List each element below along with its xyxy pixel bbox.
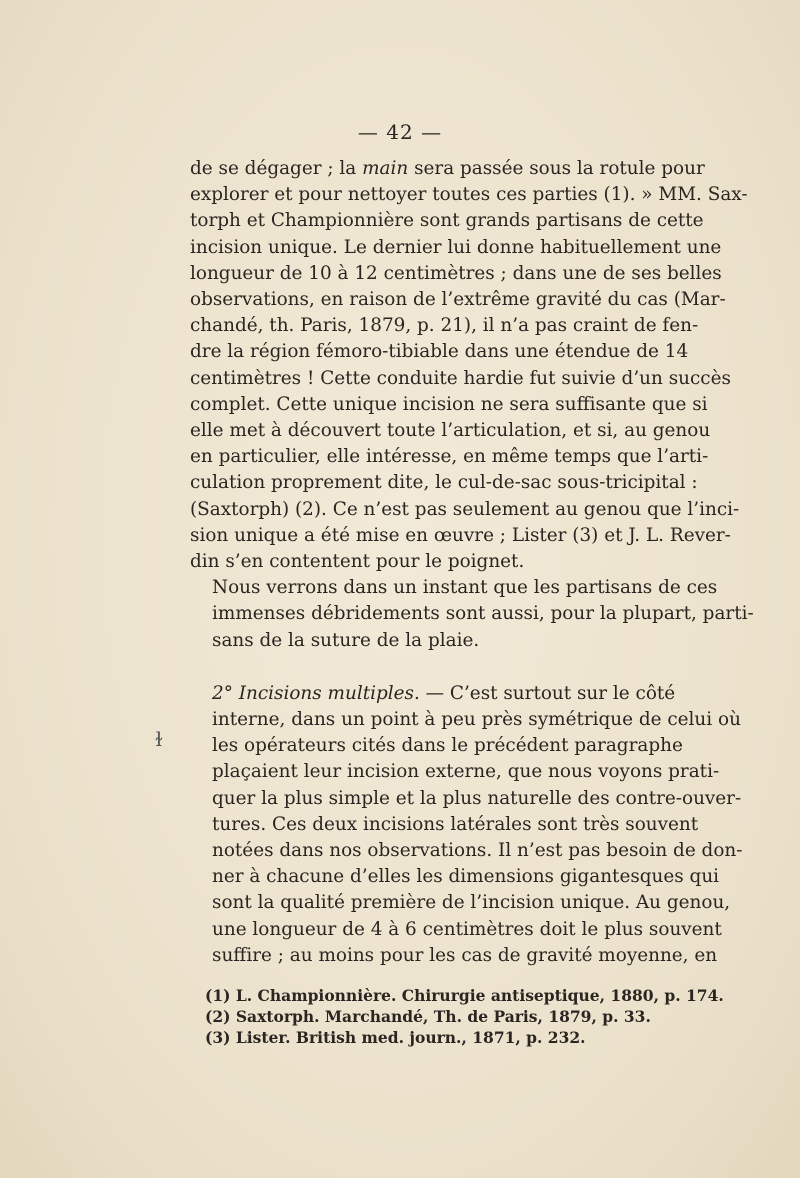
section-heading: 2° Incisions multiples. (212, 682, 420, 704)
body-text (190, 156, 754, 969)
text-line: longueur de 10 à 12 centimètres ; dans une de ses belles (190, 262, 722, 284)
text-line: interne, dans un point à peu près symétrique de celui où (212, 709, 741, 731)
page-number: — 42 — (357, 120, 443, 144)
text-line: tures. Ces deux incisions latérales sont très souvent (212, 813, 699, 835)
text-line: sion unique a été mise en œuvre ; Lister (3) et J. L. Rever- (190, 524, 731, 546)
margin-annotation: ɫ (155, 727, 163, 751)
footnote-3: (3) Lister. British med. journ., 1871, p. 232. (205, 1028, 586, 1047)
text-line: notées dans nos observations. Il n’est pas besoin de don- (212, 840, 743, 862)
text-line: torph et Championnière sont grands partisans de cette (190, 210, 704, 232)
text-line: sans de la suture de la plaie. (212, 629, 480, 651)
text-line: elle met à découvert toute l’articulation, et si, au genou (190, 420, 711, 442)
text-line: immenses débridements sont aussi, pour la plupart, parti- (212, 603, 754, 625)
text-line: complet. Cette unique incision ne sera suffisante que si (190, 393, 708, 415)
text-line: quer la plus simple et la plus naturelle des contre-ouver- (212, 787, 742, 809)
text-line: din s’en contentent pour le poignet. (190, 551, 525, 573)
text-line: de se dégager ; la main sera passée sous la rotule pour (190, 158, 705, 179)
text-line: incision unique. Le dernier lui donne habituellement une (190, 236, 722, 258)
text-line: Nous verrons dans un instant que les partisans de ces (212, 577, 718, 599)
text-line: centimètres ! Cette conduite hardie fut suivie d’un succès (190, 367, 731, 389)
paragraph-2 (190, 575, 754, 654)
text-line: en particulier, elle intéresse, en même temps que l’arti- (190, 446, 709, 468)
text-line: (Saxtorph) (2). Ce n’est pas seulement au genou que l’inci- (190, 498, 740, 520)
paragraph-1 (190, 156, 748, 575)
text-line: culation proprement dite, le cul-de-sac sous-tricipital : (190, 472, 698, 494)
text-line: plaçaient leur incision externe, que nous voyons prati- (212, 761, 720, 783)
text-line: ner à chacune d’elles les dimensions gigantesques qui (212, 866, 720, 888)
footnote-1: (1) L. Championnière. Chirurgie antiseptique, 1880, p. 174. (205, 986, 724, 1005)
paragraph-3 (190, 681, 743, 969)
paragraph-heading-line (190, 681, 676, 707)
text-line: les opérateurs cités dans le précédent paragraphe (212, 735, 683, 757)
text-line: suffire ; au moins pour les cas de gravité moyenne, en (212, 944, 718, 966)
text-line: sont la qualité première de l’incision unique. Au genou, (212, 892, 731, 914)
text-line: une longueur de 4 à 6 centimètres doit le plus souvent (212, 918, 722, 940)
text-line: dre la région fémoro-tibiable dans une étendue de 14 (190, 341, 689, 363)
footnotes (205, 985, 724, 1048)
heading-continuation: — C’est surtout sur le côté (419, 682, 676, 704)
footnote-2: (2) Saxtorph. Marchandé, Th. de Paris, 1879, p. 33. (205, 1007, 651, 1026)
text-line: explorer et pour nettoyer toutes ces parties (1). » MM. Sax- (190, 184, 748, 206)
text-line: observations, en raison de l’extrême gravité du cas (Mar- (190, 289, 726, 311)
text-line: chandé, th. Paris, 1879, p. 21), il n’a pas craint de fen- (190, 315, 699, 337)
